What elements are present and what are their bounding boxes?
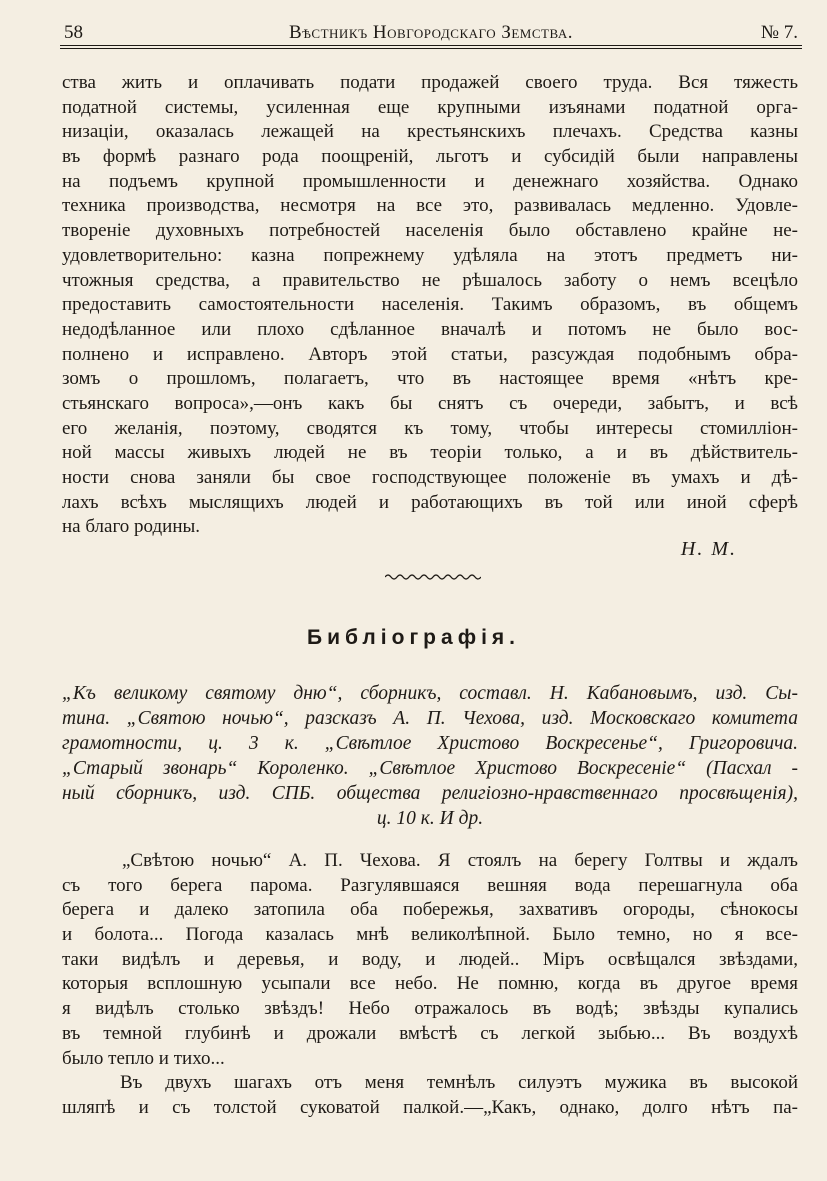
review-paragraph (62, 849, 798, 1071)
text-line: творенiе духовныхъ потребностей населенiя было обставлено крайне не- (62, 220, 798, 242)
text-line: удовлетворительно: казна попрежнему удѣляла на этотъ предметъ ни- (62, 244, 798, 266)
paragraph-continued (62, 71, 798, 540)
header-rule-double (60, 48, 802, 49)
journal-title: Вѣстникъ Новгородскаго Земства. (289, 22, 573, 43)
text-line: чтожныя средства, а правительство не рѣшалось заботу о немъ всецѣло (62, 269, 798, 291)
text-line: Въ двухъ шагахъ отъ меня темнѣлъ силуэтъ мужика въ высокой (120, 1072, 798, 1093)
bibliography-line: ный сборникъ, изд. СПБ. общества религiозно-нравственнаго просвѣщенiя), (62, 783, 798, 804)
running-header (60, 20, 802, 46)
text-line: и болота... Погода казалась мнѣ великолѣпной. Было темно, но я все- (62, 924, 798, 946)
text-line: низацiи, оказалась лежащей на крестьянскихъ плечахъ. Средства казны (62, 121, 798, 143)
text-line: податной системы, усиленная еще крупными изъянами податной орга- (62, 96, 798, 118)
bibliography-line: „Къ великому святому дню“, сборникъ, составл. Н. Кабановымъ, изд. Сы- (62, 683, 798, 704)
text-line: на благо родины. (62, 516, 201, 538)
text-line: было тепло и тихо... (62, 1047, 225, 1069)
bibliography-line: грамотности, ц. 3 к. „Свѣтлое Христово Воскресенье“, Григоровича. (62, 733, 798, 754)
bibliography-entry (62, 681, 798, 831)
text-line: ства жить и оплачивать подати продажей своего труда. Вся тяжесть (62, 72, 798, 93)
bibliography-line: тина. „Святою ночью“, разсказъ А. П. Чехова, изд. Московскаго комитета (62, 708, 798, 729)
text-line: техника производства, несмотря на все это, развивалась медленно. Удовле- (62, 195, 798, 217)
text-line: съ того берега парома. Разгулявшаяся вешняя вода перешагнула оба (62, 874, 798, 896)
header-rule (60, 45, 802, 46)
text-line: лахъ всѣхъ мыслящихъ людей и работающихъ въ той или иной сферѣ (62, 491, 798, 513)
bibliography-line: „Старый звонарь“ Короленко. „Свѣтлое Христово Воскресенiе“ (Пасхал - (62, 758, 798, 779)
issue-number: № 7. (760, 22, 798, 43)
page-number: 58 (64, 22, 83, 43)
text-line: таки видѣлъ и деревья, и воду, и людей.. Мiръ освѣщался звѣздами, (62, 948, 798, 970)
text-line: въ формѣ разнаго рода поощренiй, льготъ и субсидiй были направлены (62, 146, 798, 168)
text-line: на подъемъ крупной промышленности и денежнаго хозяйства. Однако (62, 170, 798, 192)
text-line: зомъ о прошломъ, полагаетъ, что въ настоящее время «нѣтъ кре- (62, 368, 798, 390)
review-paragraph-continued (62, 1071, 798, 1120)
text-line: берега и далеко затопила оба побережья, захвативъ огороды, сѣнокосы (62, 899, 798, 921)
text-line: ности снова заняли бы свое господствующее положенiе въ умахъ и дѣ- (62, 467, 798, 488)
section-heading: Библiографiя. (306, 626, 520, 649)
text-line: его желанiя, поэтому, сводятся къ тому, чтобы интересы стомиллiон- (62, 417, 798, 439)
text-line: полнено и исправлено. Авторъ этой статьи, разсуждая подобнымъ обра- (62, 343, 798, 365)
text-line: ной массы живыхъ людей не въ теорiи только, а и въ дѣйствитель- (62, 442, 798, 464)
author-signature: Н. М. (680, 538, 737, 560)
text-line: стьянскаго вопроса»,—онъ какъ бы снятъ съ очереди, забытъ, и всѣ (62, 392, 798, 414)
wavy-divider-ornament (385, 572, 481, 582)
text-line: „Свѣтою ночью“ А. П. Чехова. Я стоялъ на берегу Голтвы и ждалъ (122, 850, 798, 871)
text-line: недодѣланное или плохо сдѣланное вначалѣ и потомъ не было вос- (62, 318, 798, 340)
text-line: въ темной глубинѣ и дрожали вмѣстѣ съ легкой зыбью... Въ воздухѣ (62, 1022, 798, 1044)
text-line: предоставить самостоятельности населенiя. Такимъ образомъ, въ общемъ (62, 294, 798, 316)
bibliography-line: ц. 10 к. И др. (376, 808, 484, 829)
text-line: которыя всплошную усыпали все небо. Не помню, когда въ другое время (62, 973, 798, 995)
text-line: я видѣлъ столько звѣздъ! Небо отражалось въ водѣ; звѣзды купались (62, 998, 798, 1020)
text-line: шляпѣ и съ толстой суковатой палкой.—„Какъ, однако, долго нѣтъ па- (62, 1096, 798, 1118)
